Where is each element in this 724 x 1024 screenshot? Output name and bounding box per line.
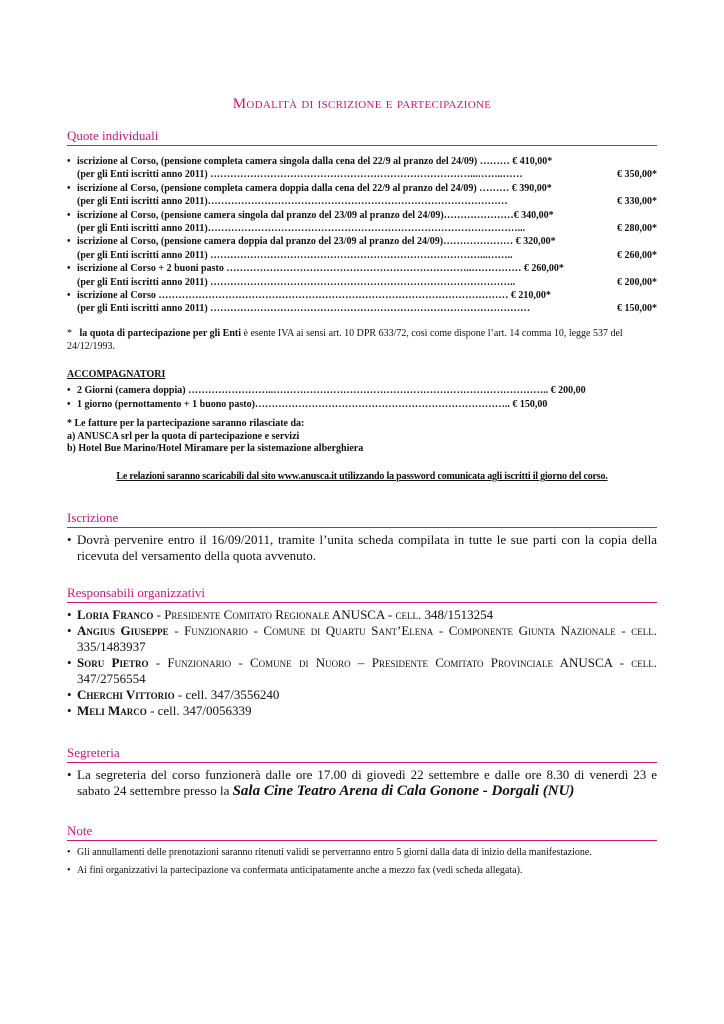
bullet-icon: •	[67, 864, 71, 876]
list-item	[67, 398, 671, 412]
asterisk: *	[67, 328, 72, 339]
fee-enti-price: € 260,00*	[617, 249, 657, 261]
bullet-icon: •	[67, 263, 71, 275]
fatture-info	[67, 418, 657, 456]
list-item	[67, 767, 657, 799]
responsabili-list	[67, 607, 657, 719]
note-list	[67, 847, 657, 882]
segreteria-venue: Sala Cine Teatro Arena di Cala Gonone - Dorgali (NU)	[232, 783, 575, 799]
iva-note-bold: la quota di partecipazione per gli Enti	[79, 328, 241, 339]
section-heading-quote: Quote individuali	[67, 128, 657, 146]
leader-dots: ………………………………………………………………………………	[207, 196, 508, 208]
accompagnatori-item: 1 giorno (pernottamento + 1 buono pasto)………………………………………………………………….. € 150,00	[77, 399, 548, 410]
fatture-b: b) Hotel Bue Marino/Hotel Miramare per la sistemazione alberghiera	[67, 443, 364, 454]
bullet-icon: •	[67, 687, 72, 702]
fee-line: iscrizione al Corso, (pensione completa camera doppia dalla cena del 22/9 al pranzo del 24/09) ……… € 390,00*	[77, 182, 552, 194]
fee-item	[67, 289, 657, 316]
section-heading-note: Note	[67, 823, 657, 841]
fee-enti-price: € 350,00*	[617, 169, 657, 181]
section-heading-responsabili: Responsabili organizzativi	[67, 585, 657, 603]
list-item	[67, 865, 657, 878]
person-name: Loria Franco	[77, 607, 154, 622]
fee-item	[67, 235, 657, 262]
bullet-icon: •	[67, 532, 72, 547]
section-heading-segreteria: Segreteria	[67, 745, 657, 763]
note-text: Ai fini organizzativi la partecipazione va confermata anticipatamente anche a mezzo fax (vedi scheda allegata).	[77, 864, 523, 876]
fee-line: iscrizione al Corso, (pensione completa camera singola dalla cena del 22/9 al pranzo del 24/09) ……… € 410,00*	[77, 156, 553, 167]
bullet-icon: •	[67, 623, 72, 638]
page-title: Modalità di iscrizione e partecipazione	[232, 96, 492, 112]
fee-line: iscrizione al Corso + 2 buoni pasto ………………………………………………………………..…………… € 260,00*	[77, 263, 564, 275]
fee-item	[67, 209, 657, 236]
list-item	[67, 532, 657, 564]
bullet-icon: •	[67, 703, 72, 718]
accompagnatori-list	[67, 384, 671, 412]
leader-dots: …………………………………………………………………………………...	[207, 222, 526, 234]
list-item	[67, 687, 657, 703]
fee-enti-price: € 330,00*	[617, 196, 657, 208]
iva-note	[67, 327, 657, 353]
accompagnatori-heading: ACCOMPAGNATORI	[67, 369, 166, 380]
fee-enti-price: € 280,00*	[617, 222, 657, 234]
fee-enti-label: (per gli Enti iscritti anno 2011)	[77, 222, 208, 234]
leader-dots: ……………………………………………………………………………………	[210, 303, 531, 315]
list-item	[67, 384, 671, 398]
fatture-a: a) ANUSCA srl per la quota di partecipazione e servizi	[67, 430, 300, 442]
segreteria-text: La segreteria del corso funzionerà dalle ore 17.00 di giovedì 22 settembre e dalle ore 8.30 di venerdì 23 e sabato 24 settembre presso la	[77, 767, 657, 798]
fee-line: iscrizione al Corso, (pensione camera singola dal pranzo del 23/09 al pranzo del 24/09)…………………€ 340,00*	[77, 209, 554, 221]
fee-item	[67, 155, 657, 182]
list-item	[67, 623, 657, 655]
relazioni-note: Le relazioni saranno scaricabili dal sito www.anusca.it utilizzando la password comunicata agli iscritti il giorno del corso.	[116, 471, 608, 482]
leader-dots: ……………………………………………………………………...……..……	[210, 169, 523, 181]
bullet-icon: •	[67, 399, 71, 410]
fee-item	[67, 262, 657, 289]
iscrizione-list	[67, 532, 657, 564]
bullet-icon: •	[67, 182, 71, 194]
fee-list	[67, 155, 657, 316]
person-name: Angius Giuseppe	[77, 623, 169, 638]
bullet-icon: •	[67, 156, 71, 167]
bullet-icon: •	[67, 209, 71, 221]
person-name: Meli Marco	[77, 703, 147, 718]
fee-enti-price: € 200,00*	[617, 276, 657, 288]
leader-dots: ………………………………………………………………………...……..	[210, 249, 513, 261]
person-role: - cell. 347/0056339	[146, 703, 252, 718]
fee-enti-label: (per gli Enti iscritti anno 2011)	[77, 303, 208, 315]
bullet-icon: •	[67, 607, 72, 622]
fee-item	[67, 182, 657, 209]
list-item	[67, 703, 657, 719]
person-role: - Funzionario - Comune di Nuoro – Presidente Comitato Provinciale ANUSCA - cell. 347/2756554	[77, 655, 657, 686]
person-role: - Presidente Comitato Regionale ANUSCA - cell. 348/1513254	[153, 607, 494, 622]
fee-line: iscrizione al Corso …………………………………………………………………………………………… € 210,00*	[77, 289, 551, 301]
fee-enti-label: (per gli Enti iscritti anno 2011)	[77, 249, 208, 261]
bullet-icon: •	[67, 847, 71, 858]
section-heading-iscrizione: Iscrizione	[67, 510, 657, 528]
fee-enti-price: € 150,00*	[617, 303, 657, 315]
bullet-icon: •	[67, 236, 71, 248]
iscrizione-text: Dovrà pervenire entro il 16/09/2011, tramite l’unita scheda compilata in tutte le sue parti con la copia della ricevuta del versamento della quota avvenuto.	[77, 532, 657, 563]
fee-line: iscrizione al Corso, (pensione camera doppia dal pranzo del 23/09 al pranzo del 24/09)………………… € 320,00*	[77, 236, 556, 248]
list-item	[67, 655, 657, 687]
fee-enti-label: (per gli Enti iscritti anno 2011)	[77, 169, 208, 181]
bullet-icon: •	[67, 289, 71, 301]
accompagnatori-item: 2 Giorni (camera doppia) ……………………..……………………………………………………………………….. € 200,00	[77, 385, 586, 396]
fee-enti-label: (per gli Enti iscritti anno 2011)	[77, 276, 208, 288]
fee-enti-label: (per gli Enti iscritti anno 2011)	[77, 196, 208, 208]
leader-dots: ………………………………………………………………………………..	[210, 276, 516, 288]
iva-note-text: è esente IVA ai sensi art. 10 DPR 633/72, così come dispone l’art. 14 comma 10, legge 537 del 24/12/1993.	[67, 328, 623, 352]
list-item	[67, 607, 657, 623]
bullet-icon: •	[67, 655, 72, 670]
bullet-icon: •	[67, 385, 71, 396]
person-role: - Funzionario - Comune di Quartu Sant’Elena - Componente Giunta Nazionale - cell. 335/1483937	[77, 623, 657, 654]
person-name: Cherchi Vittorio	[77, 687, 175, 702]
segreteria-list	[67, 767, 657, 799]
bullet-icon: •	[67, 767, 72, 782]
note-text: Gli annullamenti delle prenotazioni saranno ritenuti validi se perverranno entro 5 giorni dalla data di inizio della manifestazione.	[77, 847, 592, 858]
person-name: Soru Pietro	[77, 655, 149, 670]
list-item	[67, 847, 657, 860]
person-role: - cell. 347/3556240	[174, 687, 280, 702]
fatture-intro: * Le fatture per la partecipazione saranno rilasciate da:	[67, 418, 305, 429]
